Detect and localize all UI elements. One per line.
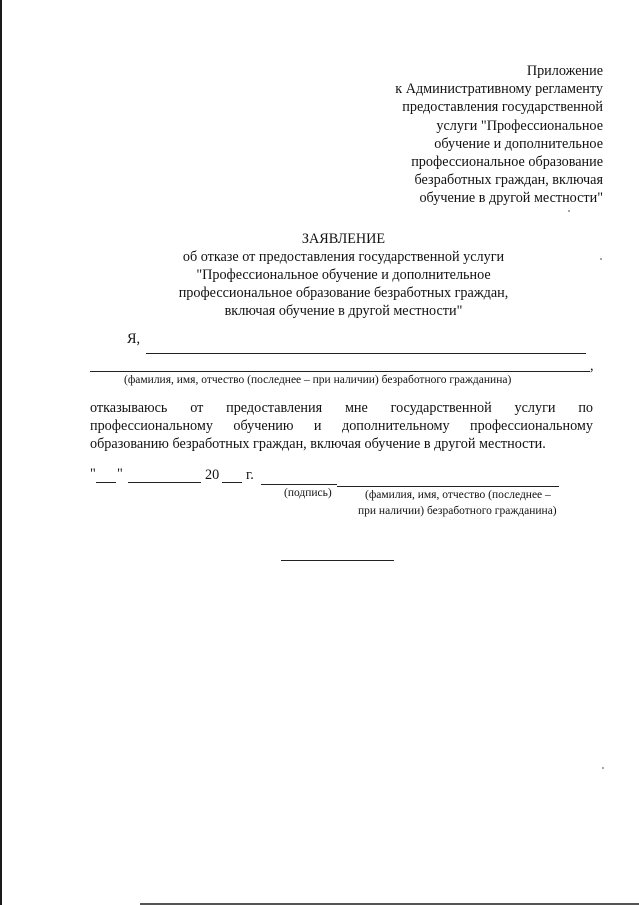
closing-separator-line <box>281 560 394 561</box>
appendix-line: безработных граждан, включая <box>414 172 603 189</box>
appendix-line: обучение в другой местности" <box>419 190 603 207</box>
appendix-block <box>303 62 603 208</box>
scan-speck <box>602 767 604 769</box>
date-quote-open: " <box>90 466 96 482</box>
day-field[interactable] <box>96 482 116 483</box>
scan-speck <box>568 210 570 212</box>
appendix-line: предоставления государственной <box>402 99 603 116</box>
month-field[interactable] <box>128 482 201 483</box>
subtitle-line: "Профессиональное обучение и дополнительное <box>196 267 491 283</box>
statement-title <box>0 230 639 320</box>
name-line-comma: , <box>590 358 594 374</box>
i-label: Я, <box>127 331 141 347</box>
year-field[interactable] <box>222 482 242 483</box>
subtitle-line: профессиональное образование безработных граждан, <box>178 285 509 301</box>
signature-caption: (подпись) <box>284 487 332 499</box>
date-quote-close: " <box>117 466 123 482</box>
subtitle-line: об отказе от предоставления государственной услуги <box>182 249 505 265</box>
statement-subtitle <box>0 248 639 320</box>
appendix-line: к Административному регламенту <box>395 81 603 98</box>
statement-heading: ЗАЯВЛЕНИЕ <box>301 231 386 247</box>
applicant-name-line-1[interactable] <box>146 353 586 354</box>
fio-caption-line1: (фамилия, имя, отчество (последнее – <box>365 489 551 501</box>
refusal-line: профессиональному обучению и дополнительному профессиональному <box>90 417 593 434</box>
signature-field[interactable] <box>261 484 337 485</box>
year-suffix: г. <box>246 467 254 483</box>
fio-caption-line2: при наличии) безработного гражданина) <box>358 505 557 517</box>
refusal-paragraph <box>90 400 593 453</box>
name-caption: (фамилия, имя, отчество (последнее – при наличии) безработного гражданина) <box>124 374 512 386</box>
subtitle-line: включая обучение в другой местности" <box>224 303 463 319</box>
appendix-line: Приложение <box>526 63 603 79</box>
appendix-line: профессиональное образование <box>411 154 603 171</box>
scan-left-edge <box>0 0 2 905</box>
signer-name-field[interactable] <box>337 486 559 487</box>
appendix-line: услуги "Профессиональное <box>436 117 603 134</box>
applicant-name-line-2[interactable] <box>90 371 590 372</box>
scan-speck <box>600 258 602 260</box>
appendix-line: обучение и дополнительное <box>434 135 603 152</box>
year-prefix: 20 <box>205 467 220 483</box>
refusal-line: образованию безработных граждан, включая обучение в другой местности. <box>90 435 546 452</box>
refusal-line: отказываюсь от предоставления мне государственной услуги по <box>90 400 593 416</box>
